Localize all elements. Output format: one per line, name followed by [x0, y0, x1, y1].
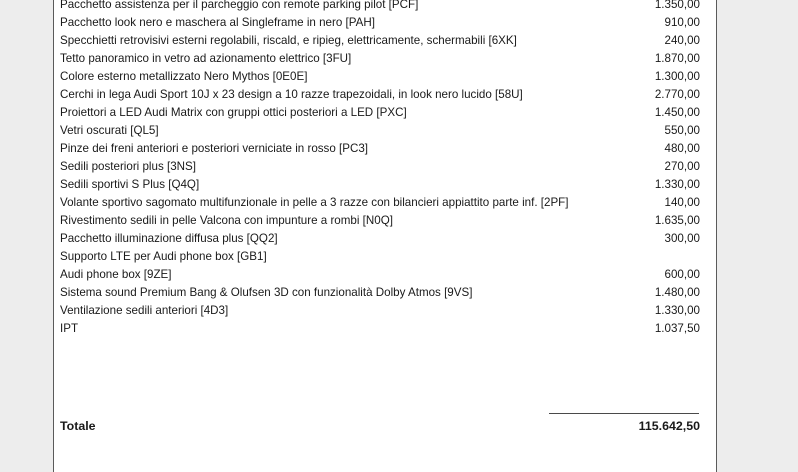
- item-amount: 550,00: [664, 124, 700, 137]
- item-description: Rivestimento sedili in pelle Valcona con impunture a rombi [N0Q]: [60, 214, 393, 227]
- item-amount: 1.450,00: [654, 106, 700, 119]
- list-item: [60, 284, 700, 302]
- list-item: [60, 32, 700, 50]
- item-description: Vetri oscurati [QL5]: [60, 124, 159, 137]
- item-amount: 480,00: [664, 142, 700, 155]
- item-description: Volante sportivo sagomato multifunzionale in pelle a 3 razze con bilancieri appiattito parte inf. [2PF]: [60, 196, 569, 209]
- item-amount: 1.300,00: [654, 70, 700, 83]
- list-item: [60, 266, 700, 284]
- item-description: Specchietti retrovisivi esterni regolabili, riscald, e ripieg, elettricamente, schermabili [6XK]: [60, 34, 517, 47]
- document-page: [53, 0, 717, 472]
- list-item: [60, 50, 700, 68]
- item-amount: 910,00: [664, 16, 700, 29]
- total-label: Totale: [60, 419, 96, 433]
- item-description: Ventilazione sedili anteriori [4D3]: [60, 304, 229, 317]
- item-amount: 2.770,00: [654, 88, 700, 101]
- list-item: [60, 248, 700, 266]
- item-amount: 1.635,00: [654, 214, 700, 227]
- list-item: [60, 302, 700, 320]
- item-amount: 1.330,00: [654, 304, 700, 317]
- item-description: Sedili posteriori plus [3NS]: [60, 160, 196, 173]
- item-description: Supporto LTE per Audi phone box [GB1]: [60, 250, 267, 263]
- item-description: Pacchetto look nero e maschera al Singleframe in nero [PAH]: [60, 16, 375, 29]
- total-row: [60, 417, 700, 435]
- item-amount: 1.350,00: [654, 0, 700, 11]
- list-item: [60, 140, 700, 158]
- list-item: [60, 194, 700, 212]
- item-amount: [640, 248, 700, 266]
- item-amount: 600,00: [664, 268, 700, 281]
- list-item: [60, 68, 700, 86]
- item-description: Sistema sound Premium Bang & Olufsen 3D con funzionalità Dolby Atmos [9VS]: [60, 286, 473, 299]
- item-description: Audi phone box [9ZE]: [60, 268, 172, 281]
- item-description: Colore esterno metallizzato Nero Mythos [0E0E]: [60, 70, 308, 83]
- item-amount: 240,00: [664, 34, 700, 47]
- item-amount: 1.037,50: [654, 322, 700, 335]
- item-amount: 270,00: [664, 160, 700, 173]
- item-amount: 1.480,00: [654, 286, 700, 299]
- item-description: Sedili sportivi S Plus [Q4Q]: [60, 178, 200, 191]
- item-description: Proiettori a LED Audi Matrix con gruppi ottici posteriori a LED [PXC]: [60, 106, 407, 119]
- item-description: Pacchetto illuminazione diffusa plus [QQ2]: [60, 232, 278, 245]
- item-description: Pinze dei freni anteriori e posteriori verniciate in rosso [PC3]: [60, 142, 369, 155]
- item-amount: 1.870,00: [654, 52, 700, 65]
- list-item: [60, 0, 700, 14]
- list-item: [60, 158, 700, 176]
- list-item: [60, 320, 700, 338]
- list-item: [60, 14, 700, 32]
- price-list: [60, 0, 700, 338]
- list-item: [60, 104, 700, 122]
- item-description: Pacchetto assistenza per il parcheggio con remote parking pilot [PCF]: [60, 0, 419, 11]
- list-item: [60, 86, 700, 104]
- list-item: [60, 122, 700, 140]
- item-description: Cerchi in lega Audi Sport 10J x 23 design a 10 razze trapezoidali, in look nero lucido [58U]: [60, 88, 523, 101]
- list-item: [60, 176, 700, 194]
- item-description: Tetto panoramico in vetro ad azionamento elettrico [3FU]: [60, 52, 352, 65]
- item-amount: 300,00: [664, 232, 700, 245]
- list-item: [60, 230, 700, 248]
- item-amount: 140,00: [664, 196, 700, 209]
- total-amount: 115.642,50: [638, 419, 700, 433]
- total-divider: [549, 413, 699, 414]
- item-amount: 1.330,00: [654, 178, 700, 191]
- item-description: IPT: [60, 322, 79, 335]
- list-item: [60, 212, 700, 230]
